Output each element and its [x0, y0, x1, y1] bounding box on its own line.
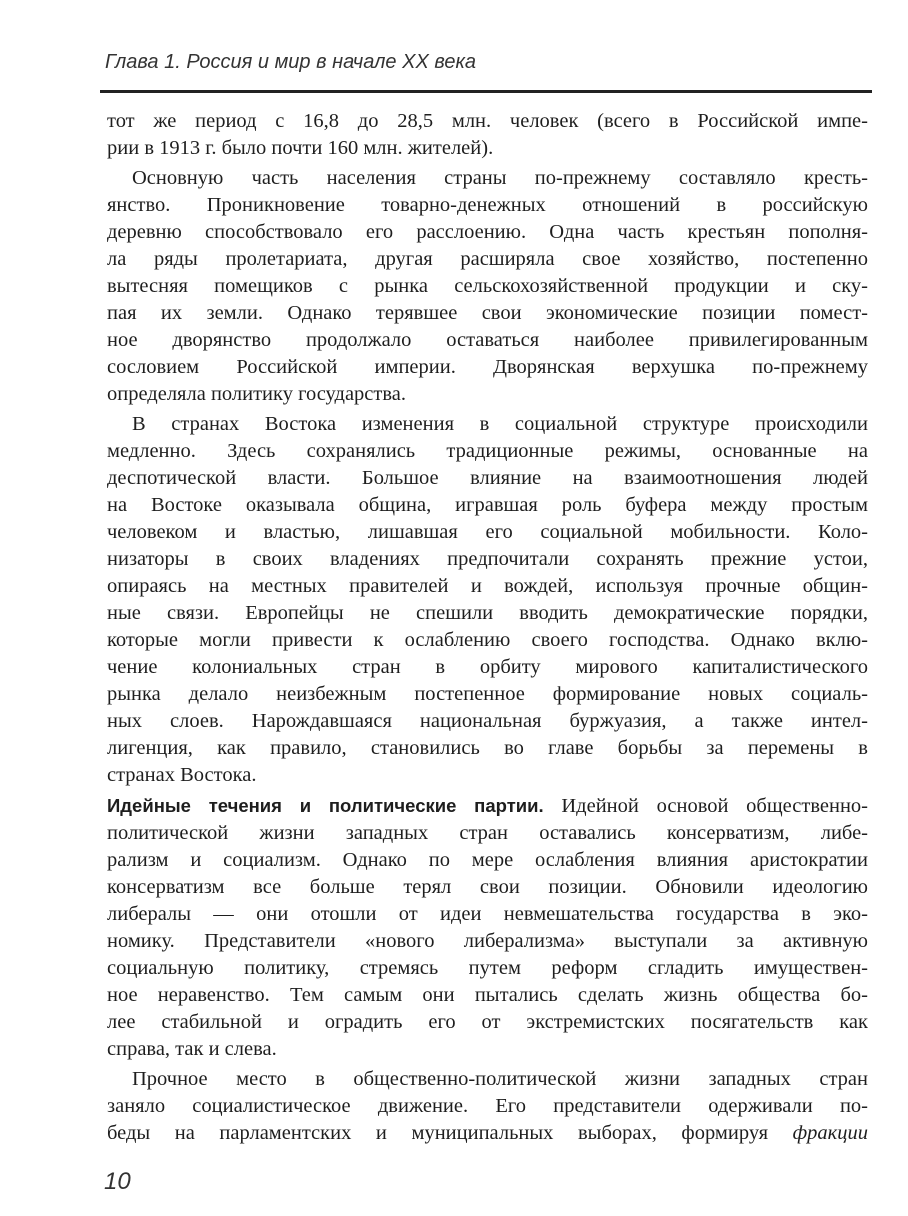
line-text: ное дворянство продолжало оставаться наиболее привилегированным [107, 329, 868, 351]
text-line [107, 654, 868, 681]
line-text: ных слоев. Нарождавшаяся национальная буржуазия, а также интел- [107, 710, 868, 732]
text-line [107, 1036, 868, 1063]
text-line [107, 928, 868, 955]
italic-term: фракции [792, 1122, 868, 1144]
text-line [107, 762, 868, 789]
line-text: рии в 1913 г. было почти 160 млн. жителей). [107, 137, 494, 159]
line-text: либералы — они отошли от идеи невмешательства государства в эко- [107, 903, 868, 925]
text-line [107, 600, 868, 627]
section-heading: Идейные течения и политические партии. [107, 795, 544, 816]
line-text: лигенция, как правило, становились во главе борьбы за перемены в [107, 737, 868, 759]
text-line [107, 627, 868, 654]
text-line [107, 874, 868, 901]
text-line [107, 165, 868, 192]
line-text: тот же период с 16,8 до 28,5 млн. человек (всего в Российской импе- [107, 110, 868, 132]
paragraph [107, 165, 868, 408]
text-line [107, 438, 868, 465]
text-line [107, 1120, 868, 1147]
paragraph [107, 411, 868, 789]
text-line [107, 135, 868, 162]
text-line [107, 381, 868, 408]
page-body [107, 108, 868, 1150]
text-line [107, 546, 868, 573]
line-text: деревню способствовало его расслоению. Одна часть крестьян пополня- [107, 221, 868, 243]
line-text: номику. Представители «нового либерализма» выступали за активную [107, 930, 868, 952]
text-line [107, 1009, 868, 1036]
line-text: чение колониальных стран в орбиту мирового капиталистического [107, 656, 868, 678]
paragraph [107, 108, 868, 162]
line-text: В странах Востока изменения в социальной структуре происходили [132, 413, 868, 435]
text-line [107, 955, 868, 982]
line-text: странах Востока. [107, 764, 257, 786]
page-number: 10 [104, 1168, 131, 1195]
line-text: ное неравенство. Тем самым они пытались сделать жизнь общества бо- [107, 984, 868, 1006]
text-line [107, 792, 868, 820]
text-line [107, 192, 868, 219]
line-text: социальную политику, стремясь путем реформ сгладить имуществен- [107, 957, 868, 979]
line-text: на Востоке оказывала община, игравшая роль буфера между простым [107, 494, 868, 516]
text-line [107, 708, 868, 735]
line-text: рынка делало неизбежным постепенное формирование новых социаль- [107, 683, 868, 705]
text-line [107, 735, 868, 762]
line-text: Идейной основой общественно- [543, 795, 868, 817]
header-divider [100, 90, 872, 93]
line-text: пая их земли. Однако терявшее свои экономические позиции помест- [107, 302, 868, 324]
line-text: ные связи. Европейцы не спешили вводить демократические порядки, [107, 602, 868, 624]
text-line [107, 108, 868, 135]
text-line [107, 820, 868, 847]
paragraph [107, 792, 868, 1063]
text-line [107, 273, 868, 300]
text-line [107, 219, 868, 246]
line-text: лее стабильной и оградить его от экстремистских посягательств как [107, 1011, 868, 1033]
text-line [107, 300, 868, 327]
line-text: Прочное место в общественно-политической жизни западных стран [132, 1068, 868, 1090]
line-text: заняло социалистическое движение. Его представители одерживали по- [107, 1095, 868, 1117]
text-line [107, 465, 868, 492]
text-line [107, 847, 868, 874]
line-text: медленно. Здесь сохранялись традиционные режимы, основанные на [107, 440, 868, 462]
line-text: беды на парламентских и муниципальных выборах, формируя [107, 1122, 793, 1144]
text-line [107, 519, 868, 546]
paragraph [107, 1066, 868, 1147]
line-text: ла ряды пролетариата, другая расширяла свое хозяйство, постепенно [107, 248, 868, 270]
line-text: консерватизм все больше терял свои позиции. Обновили идеологию [107, 876, 868, 898]
line-text: янство. Проникновение товарно-денежных отношений в российскую [107, 194, 868, 216]
running-header: Глава 1. Россия и мир в начале XX века [105, 51, 477, 73]
line-text: Основную часть населения страны по-прежнему составляло кресть- [132, 167, 868, 189]
text-line [107, 1066, 868, 1093]
text-line [107, 573, 868, 600]
line-text: определяла политику государства. [107, 383, 406, 405]
line-text: сословием Российской империи. Дворянская верхушка по-прежнему [107, 356, 868, 378]
text-line [107, 681, 868, 708]
line-text: справа, так и слева. [107, 1038, 277, 1060]
text-line [107, 354, 868, 381]
text-line [107, 1093, 868, 1120]
text-line [107, 246, 868, 273]
line-text: которые могли привести к ослаблению своего господства. Однако вклю- [107, 629, 868, 651]
text-line [107, 411, 868, 438]
line-text: политической жизни западных стран оставались консерватизм, либе- [107, 822, 868, 844]
text-line [107, 492, 868, 519]
line-text: вытесняя помещиков с рынка сельскохозяйственной продукции и ску- [107, 275, 868, 297]
line-text: опираясь на местных правителей и вождей, используя прочные общин- [107, 575, 868, 597]
line-text: рализм и социализм. Однако по мере ослабления влияния аристократии [107, 849, 868, 871]
text-line [107, 982, 868, 1009]
line-text: человеком и властью, лишавшая его социальной мобильности. Коло- [107, 521, 868, 543]
line-text: деспотической власти. Большое влияние на взаимоотношения людей [107, 467, 868, 489]
text-line [107, 327, 868, 354]
text-line [107, 901, 868, 928]
line-text: низаторы в своих владениях предпочитали сохранять прежние устои, [107, 548, 868, 570]
